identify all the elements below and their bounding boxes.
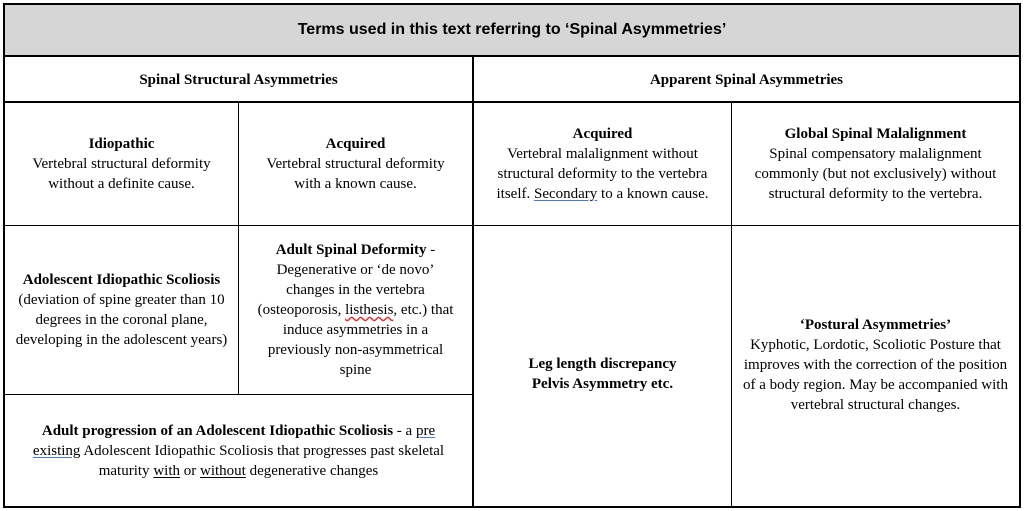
outer-bottom-border <box>3 506 1021 508</box>
ais-title: Adolescent Idiopathic Scoliosis <box>22 272 221 288</box>
apparent-acquired-text-2: to a known cause. <box>597 186 709 202</box>
table-title-text: Terms used in this text referring to ‘Spinal Asymmetries’ <box>297 21 727 38</box>
progression-text <box>27 421 450 481</box>
apparent-acquired-text <box>480 144 725 204</box>
progression-text-3: degenerative changes <box>245 462 379 479</box>
asd-text-1: Degenerative or ‘de novo’ changes in the vertebra (osteoporosis, <box>257 262 435 318</box>
asd-text <box>253 240 458 380</box>
pre-word: pre <box>415 422 436 439</box>
idiopathic-cell <box>5 103 238 225</box>
with-word: with <box>153 462 180 479</box>
listhesis-word: listhesis <box>345 302 394 318</box>
apparent-acquired-cell <box>474 103 731 225</box>
apparent-heading-text: Apparent Spinal Asymmetries <box>649 72 844 88</box>
table-title <box>3 3 1021 57</box>
postural-cell <box>732 226 1019 506</box>
existing-word: existing <box>32 442 81 459</box>
progression-cell <box>5 395 472 506</box>
structural-acquired-title: Acquired <box>325 136 386 152</box>
global-malalignment-title: Global Spinal Malalignment <box>784 126 967 142</box>
asd-cell <box>239 226 472 394</box>
asd-title: Adult Spinal Deformity <box>275 242 427 258</box>
progression-text-1: - a <box>393 422 416 439</box>
postural-title: ‘Postural Asymmetries’ <box>799 317 952 333</box>
spinal-asymmetries-table <box>3 3 1021 508</box>
apparent-acquired-text-1: Vertebral malalignment without structural deformity to the vertebra itself. <box>496 146 708 202</box>
secondary-word: Secondary <box>533 186 598 202</box>
leg-length-line: Leg length discrepancy <box>528 356 677 372</box>
ais-cell <box>5 226 238 394</box>
progression-text-2: Adolescent Idiopathic Scoliosis that progresses past skeletal maturity <box>80 442 445 479</box>
postural-text: Kyphotic, Lordotic, Scoliotic Posture that improves with the correction of the position of a body region. May be accompanied with vertebral structural changes. <box>743 337 1008 413</box>
structural-acquired-text: Vertebral structural deformity with a known cause. <box>266 156 445 192</box>
apparent-acquired-title: Acquired <box>572 126 633 142</box>
outer-right-border <box>1019 57 1021 508</box>
idiopathic-text: Vertebral structural deformity without a definite cause. <box>32 156 211 192</box>
progression-title: Adult progression of an Adolescent Idiopathic Scoliosis <box>41 422 394 439</box>
ais-text: (deviation of spine greater than 10 degrees in the coronal plane, developing in the adolescent years) <box>15 292 228 348</box>
asd-text-2: , etc.) that induce asymmetries in a previously non-asymmetrical spine <box>267 302 454 378</box>
apparent-heading <box>474 59 1019 101</box>
asd-separator: - <box>426 242 436 258</box>
pelvis-asymmetry-line: Pelvis Asymmetry etc. <box>531 376 674 392</box>
global-malalignment-cell <box>732 103 1019 225</box>
leg-length-cell <box>474 226 731 506</box>
progression-or: or <box>179 462 200 479</box>
structural-acquired-cell <box>239 103 472 225</box>
without-word: without <box>199 462 246 479</box>
structural-heading-text: Spinal Structural Asymmetries <box>139 72 338 88</box>
global-malalignment-text: Spinal compensatory malalignment commonly (but not exclusively) without structural deformity to the vertebra. <box>754 146 997 202</box>
idiopathic-title: Idiopathic <box>88 136 155 152</box>
structural-heading <box>5 59 472 101</box>
